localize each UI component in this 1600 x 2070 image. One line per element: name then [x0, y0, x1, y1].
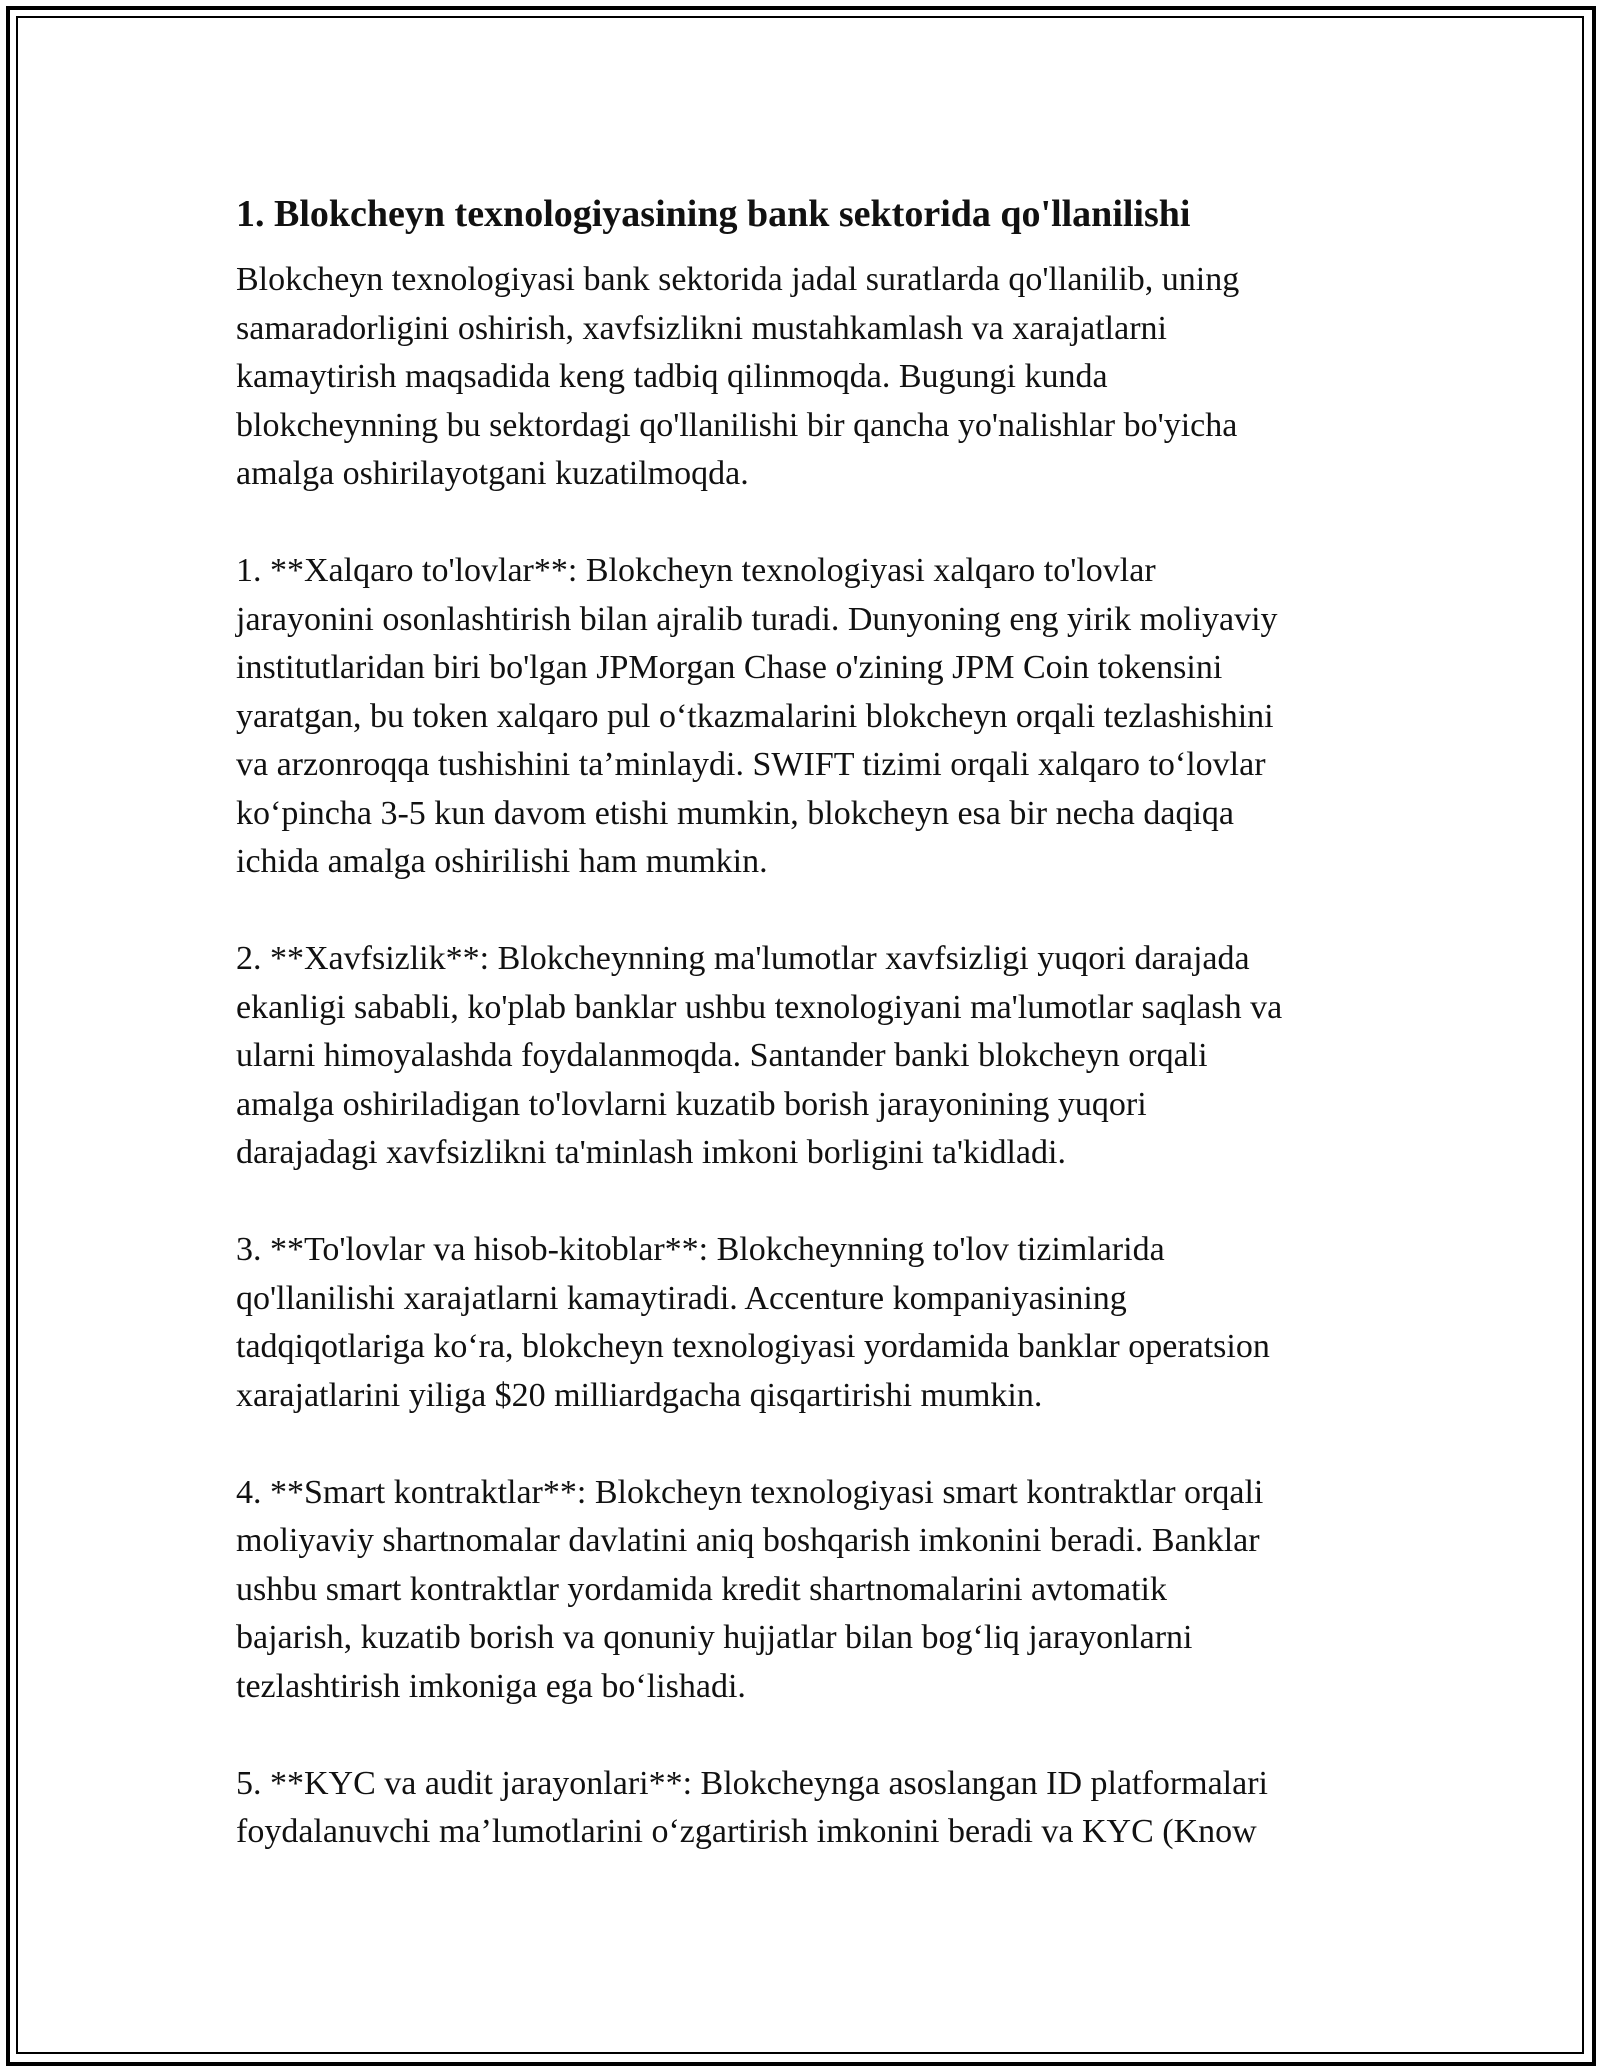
paragraph-line: bajarish, kuzatib borish va qonuniy hujjatlar bilan bog‘liq jarayonlarni	[236, 1619, 1193, 1656]
paragraph-line: xarajatlarini yiliga $20 milliardgacha qisqartirishi mumkin.	[236, 1376, 1043, 1414]
paragraph-line: ekanligi sababli, ko'plab banklar ushbu texnologiyani ma'lumotlar saqlash va	[236, 988, 1283, 1026]
list-item-smart-contracts	[236, 1469, 1371, 1712]
section-heading: 1. Blokcheyn texnologiyasining bank sektorida qo'llanilishi	[236, 193, 1191, 235]
paragraph-line: Blokcheyn texnologiyasi bank sektorida jadal suratlarda qo'llanilib, uning	[236, 261, 1240, 298]
list-item-international-payments	[236, 547, 1371, 887]
paragraph-line: 4. **Smart kontraktlar**: Blokcheyn texnologiyasi smart kontraktlar orqali	[236, 1473, 1264, 1511]
paragraph-line: tadqiqotlariga ko‘ra, blokcheyn texnologiyasi yordamida banklar operatsion	[236, 1328, 1270, 1365]
paragraph-line: ko‘pincha 3-5 kun davom etishi mumkin, blokcheyn esa bir necha daqiqa	[236, 794, 1235, 832]
paragraph-line: institutlaridan biri bo'lgan JPMorgan Chase o'zining JPM Coin tokensini	[236, 649, 1223, 686]
paragraph-line: tezlashtirish imkoniga ega bo‘lishadi.	[236, 1667, 746, 1705]
paragraph-line: 5. **KYC va audit jarayonlari**: Blokcheynga asoslangan ID platformalari	[236, 1764, 1268, 1802]
list-item-security	[236, 935, 1371, 1178]
list-item-kyc-audit	[236, 1760, 1371, 1857]
paragraph-line: ichida amalga oshirilishi ham mumkin.	[236, 843, 768, 880]
paragraph-line: amalga oshirilayotgani kuzatilmoqda.	[236, 455, 749, 492]
paragraph-line: darajadagi xavfsizlikni ta'minlash imkoni borligini ta'kidladi.	[236, 1134, 1066, 1171]
paragraph-line: 3. **To'lovlar va hisob-kitoblar**: Blokcheynning to'lov tizimlarida	[236, 1231, 1165, 1268]
paragraph-line: foydalanuvchi ma’lumotlarini o‘zgartirish imkonini beradi va KYC (Know	[236, 1813, 1257, 1850]
paragraph-line: blokcheynning bu sektordagi qo'llanilishi bir qancha yo'nalishlar bo'yicha	[236, 406, 1238, 444]
paragraph-line: 2. **Xavfsizlik**: Blokcheynning ma'lumotlar xavfsizligi yuqori darajada	[236, 940, 1250, 977]
paragraph-line: samaradorligini oshirish, xavfsizlikni mustahkamlash va xarajatlarni	[236, 309, 1167, 347]
paragraph-line: 1. **Xalqaro to'lovlar**: Blokcheyn texnologiyasi xalqaro to'lovlar	[236, 552, 1156, 589]
paragraph-line: kamaytirish maqsadida keng tadbiq qilinmoqda. Bugungi kunda	[236, 358, 1108, 395]
paragraph-line: ularni himoyalashda foydalanmoqda. Santander banki blokcheyn orqali	[236, 1037, 1208, 1074]
intro-paragraph	[236, 256, 1371, 499]
document-body	[236, 186, 1371, 1905]
paragraph-line: amalga oshiriladigan to'lovlarni kuzatib borish jarayonining yuqori	[236, 1085, 1147, 1123]
paragraph-line: yaratgan, bu token xalqaro pul o‘tkazmalarini blokcheyn orqali tezlashishini	[236, 697, 1274, 735]
list-item-payments-settlements	[236, 1226, 1371, 1420]
paragraph-line: va arzonroqqa tushishini ta’minlaydi. SWIFT tizimi orqali xalqaro to‘lovlar	[236, 746, 1266, 783]
paragraph-line: qo'llanilishi xarajatlarni kamaytiradi. Accenture kompaniyasining	[236, 1279, 1127, 1317]
paragraph-line: jarayonini osonlashtirish bilan ajralib turadi. Dunyoning eng yirik moliyaviy	[236, 600, 1278, 638]
paragraph-line: moliyaviy shartnomalar davlatini aniq boshqarish imkonini beradi. Banklar	[236, 1522, 1260, 1559]
paragraph-line: ushbu smart kontraktlar yordamida kredit shartnomalarini avtomatik	[236, 1570, 1167, 1608]
